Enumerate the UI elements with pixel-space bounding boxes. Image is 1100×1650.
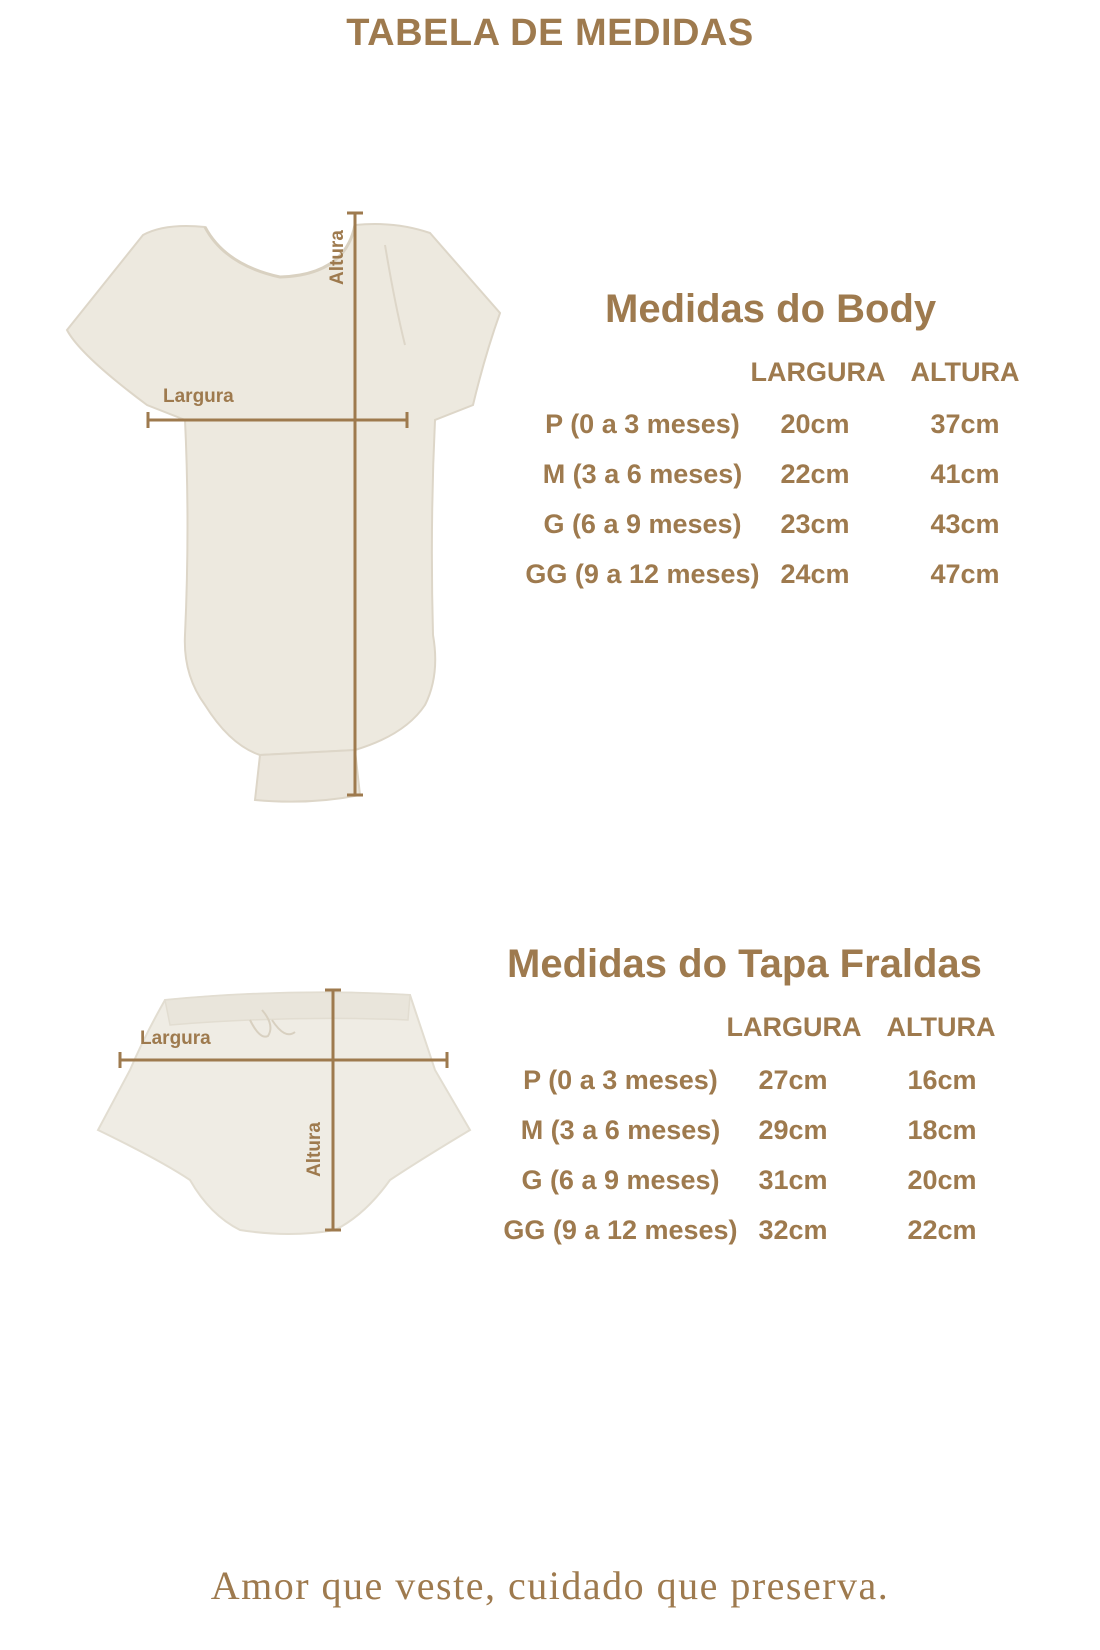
largura-cell: 32cm [758, 1215, 828, 1245]
size-cell: GG (9 a 12 meses) [503, 1215, 738, 1245]
altura-cell: 41cm [930, 459, 1000, 489]
column-header-largura: LARGURA [726, 1012, 862, 1042]
column-header-altura: ALTURA [910, 357, 1020, 387]
size-cell: M (3 a 6 meses) [542, 459, 743, 489]
tapa-height-label: Altura [304, 1122, 325, 1177]
tapa-section-heading: Medidas do Tapa Fraldas [507, 942, 982, 986]
page-title: TABELA DE MEDIDAS [346, 12, 754, 54]
bodysuit-shape [67, 224, 500, 802]
size-cell: P (0 a 3 meses) [545, 409, 740, 439]
size-cell: M (3 a 6 meses) [520, 1115, 721, 1145]
largura-cell: 24cm [780, 559, 850, 589]
tapa-size-table [498, 1012, 1028, 1252]
largura-cell: 29cm [758, 1115, 828, 1145]
bloomers-illustration [90, 980, 490, 1250]
tapa-diagram [90, 980, 490, 1250]
body-section-heading: Medidas do Body [605, 287, 937, 331]
bodysuit-illustration [55, 205, 525, 815]
body-width-label: Largura [163, 386, 234, 407]
largura-cell: 22cm [780, 459, 850, 489]
largura-cell: 20cm [780, 409, 850, 439]
size-cell: G (6 a 9 meses) [543, 509, 742, 539]
size-cell: G (6 a 9 meses) [521, 1165, 720, 1195]
body-diagram [55, 205, 525, 815]
altura-cell: 18cm [907, 1115, 977, 1145]
altura-cell: 16cm [907, 1065, 977, 1095]
body-height-label: Altura [327, 230, 348, 285]
altura-cell: 47cm [930, 559, 1000, 589]
size-cell: GG (9 a 12 meses) [525, 559, 760, 589]
largura-cell: 27cm [758, 1065, 828, 1095]
body-size-table [520, 357, 1050, 597]
size-cell: P (0 a 3 meses) [523, 1065, 718, 1095]
tapa-width-label: Largura [140, 1028, 211, 1049]
column-header-largura: LARGURA [750, 357, 886, 387]
column-header-altura: ALTURA [886, 1012, 996, 1042]
tagline: Amor que veste, cuidado que preserva. [210, 1563, 890, 1608]
largura-cell: 31cm [758, 1165, 828, 1195]
altura-cell: 20cm [907, 1165, 977, 1195]
altura-cell: 22cm [907, 1215, 977, 1245]
altura-cell: 43cm [930, 509, 1000, 539]
largura-cell: 23cm [780, 509, 850, 539]
altura-cell: 37cm [930, 409, 1000, 439]
